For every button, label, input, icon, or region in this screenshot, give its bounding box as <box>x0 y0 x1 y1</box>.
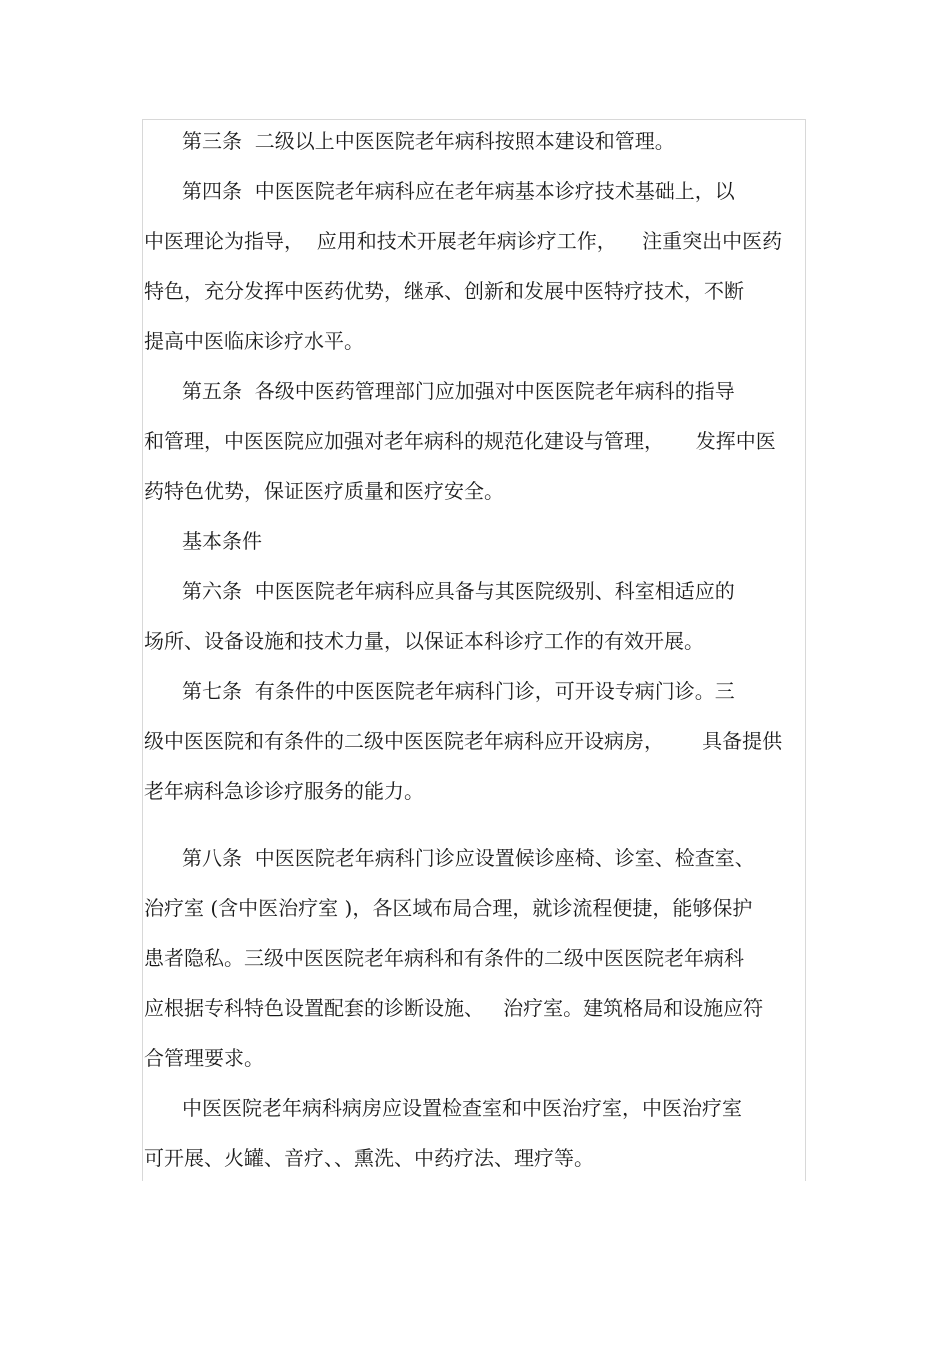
article-7-line-1: 第七条 有条件的中医医院老年病科门诊，可开设专病门诊。三 <box>182 679 735 703</box>
article-4-line-4: 提高中医临床诊疗水平。 <box>144 329 364 353</box>
article-3-line-1: 第三条 二级以上中医医院老年病科按照本建设和管理。 <box>182 129 675 153</box>
ward-paragraph-line-2: 可开展、火罐、音疗、、熏洗、中药疗法、理疗等。 <box>144 1146 594 1170</box>
section-heading: 基本条件 <box>182 529 262 553</box>
article-7-line-3: 老年病科急诊诊疗服务的能力。 <box>144 779 424 803</box>
article-7-line-2: 级中医医院和有条件的二级中医医院老年病科应开设病房， 具备提供 <box>144 729 783 753</box>
article-8-line-2: 治疗室 (含中医治疗室 )，各区域布局合理，就诊流程便捷，能够保护 <box>144 896 753 920</box>
article-8-line-1: 第八条 中医医院老年病科门诊应设置候诊座椅、诊室、检查室、 <box>182 846 755 870</box>
article-5-line-3: 药特色优势，保证医疗质量和医疗安全。 <box>144 479 504 503</box>
article-5-line-1: 第五条 各级中医药管理部门应加强对中医医院老年病科的指导 <box>182 379 735 403</box>
article-8-line-5: 合管理要求。 <box>144 1046 264 1070</box>
article-6-line-1: 第六条 中医医院老年病科应具备与其医院级别、科室相适应的 <box>182 579 735 603</box>
article-4-line-2: 中医理论为指导， 应用和技术开展老年病诊疗工作， 注重突出中医药 <box>144 229 783 253</box>
article-4-line-3: 特色，充分发挥中医药优势，继承、创新和发展中医特疗技术，不断 <box>144 279 744 303</box>
article-8-line-3: 患者隐私。三级中医医院老年病科和有条件的二级中医医院老年病科 <box>144 946 744 970</box>
article-6-line-2: 场所、设备设施和技术力量，以保证本科诊疗工作的有效开展。 <box>144 629 704 653</box>
article-4-line-1: 第四条 中医医院老年病科应在老年病基本诊疗技术基础上，以 <box>182 179 735 203</box>
article-8-line-4: 应根据专科特色设置配套的诊断设施、 治疗室。建筑格局和设施应符 <box>144 996 764 1020</box>
ward-paragraph-line-1: 中医医院老年病科病房应设置检查室和中医治疗室，中医治疗室 <box>182 1096 742 1120</box>
article-5-line-2: 和管理，中医医院应加强对老年病科的规范化建设与管理， 发挥中医 <box>144 429 776 453</box>
